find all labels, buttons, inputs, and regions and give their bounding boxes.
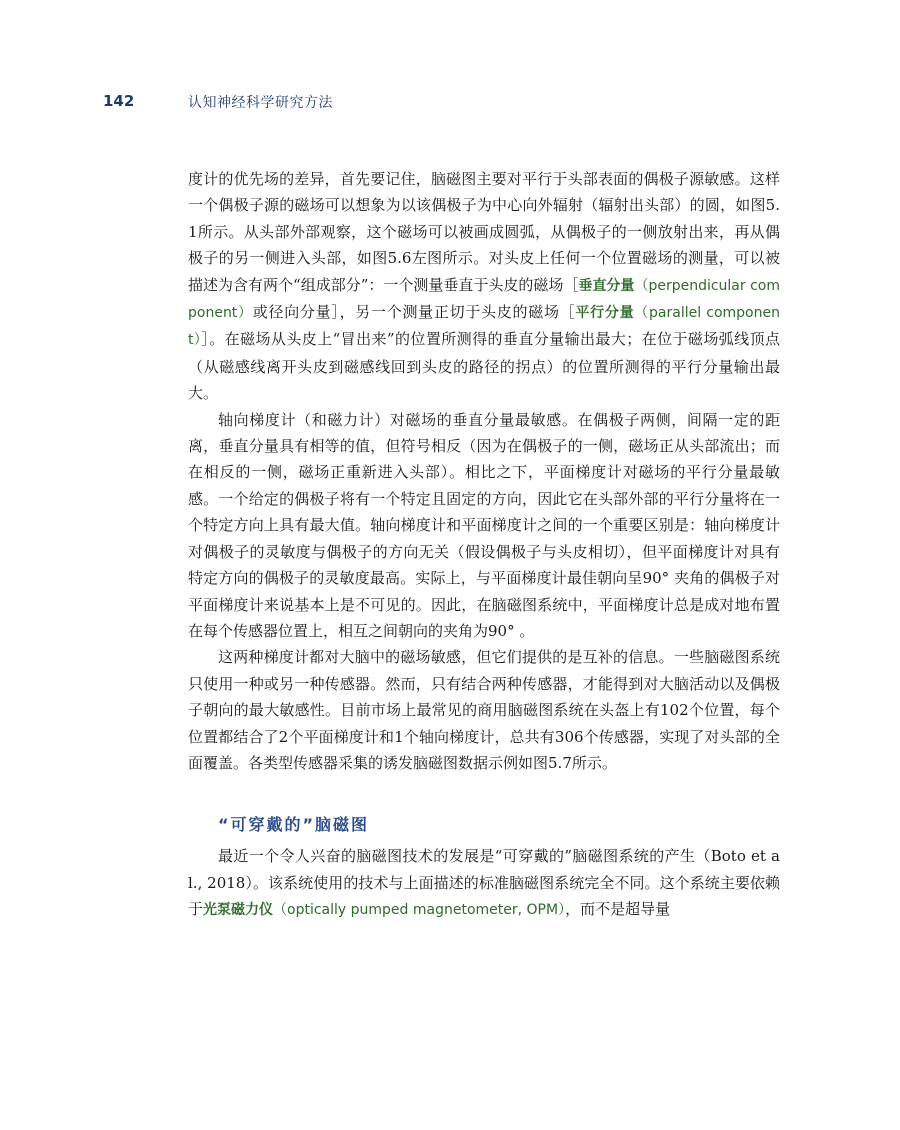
page-number: 142 (103, 92, 135, 110)
term-perpendicular-en: （perpendicular component） (188, 277, 780, 322)
body-text (188, 166, 780, 924)
paragraph-4 (188, 843, 780, 923)
paragraph-1-text-b: 或径向分量］，另一个测量正切于头皮的磁场［ (252, 303, 576, 322)
term-parallel-en: （parallel component） (188, 305, 780, 349)
term-opm (203, 902, 565, 918)
term-opm-cn: 光泵磁力仪 (203, 902, 274, 919)
paragraph-1-text-a: 度计的优先场的差异，首先要记住，脑磁图主要对平行于头部表面的偶极子源敏感。这样一个偶极子源的磁场可以想象为以该偶极子为中心向外辐射（辐射出头部）的圆，如图5.1所示。从头部外部观察，这个磁场可以被画成圆弧，从偶极子的一侧放射出来，再从偶极子的另一侧进入头部，如图5.6左图所示。对头皮上任何一个位置磁场的测量，可以被描述为含有两个“组成部分”：一个测量垂直于头皮的磁场［ (188, 170, 780, 294)
paragraph-3: 这两种梯度计都对大脑中的磁场敏感，但它们提供的是互补的信息。一些脑磁图系统只使用一种或另一种传感器。然而，只有结合两种传感器，才能得到对大脑活动以及偶极子朝向的最大敏感性。目前市场上最常见的商用脑磁图系统在头盔上有102个位置，每个位置都结合了2个平面梯度计和1个轴向梯度计，总共有306个传感器，实现了对头部的全面覆盖。各类型传感器采集的诱发脑磁图数据示例如图5.7所示。 (188, 648, 780, 772)
paragraph-1-text-c: ］。在磁场从头皮上“冒出来”的位置所测得的垂直分量输出最大；在位于磁场弧线顶点（从磁感线离开头皮到磁感线回到头皮的路径的拐点）的位置所测得的平行分量输出最大。 (188, 330, 780, 403)
term-perpendicular-cn: 垂直分量 (578, 277, 635, 294)
term-opm-en: （optically pumped magnetometer, OPM） (273, 902, 566, 919)
running-title: 认知神经科学研究方法 (188, 95, 333, 111)
term-parallel-cn: 平行分量 (575, 305, 635, 322)
section-heading-wearable-meg: “可穿戴的”脑磁图 (218, 815, 370, 835)
paragraph-4-text-a: 最近一个令人兴奋的脑磁图技术的发展是“可穿戴的”脑磁图系统的产生（Boto et al., 2018）。该系统使用的技术与上面描述的标准脑磁图系统完全不同。这个系统主要依赖于 (188, 847, 780, 919)
paragraph-4-text-b: ，而不是超导量 (565, 900, 671, 919)
paragraph-1 (188, 166, 780, 407)
paragraph-2: 轴向梯度计（和磁力计）对磁场的垂直分量最敏感。在偶极子两侧，间隔一定的距离，垂直分量具有相等的值，但符号相反（因为在偶极子的一侧，磁场正从头部流出；而在相反的一侧，磁场正重新进入头部）。相比之下，平面梯度计对磁场的平行分量最敏感。一个给定的偶极子将有一个特定且固定的方向，因此它在头部外部的平行分量将在一个特定方向上具有最大值。轴向梯度计和平面梯度计之间的一个重要区别是：轴向梯度计对偶极子的灵敏度与偶极子的方向无关（假设偶极子与头皮相切），但平面梯度计对具有特定方向的偶极子的灵敏度最高。实际上，与平面梯度计最佳朝向呈90° 夹角的偶极子对平面梯度计来说基本上是不可见的。因此，在脑磁图系统中，平面梯度计总是成对地布置在每个传感器位置上，相互之间朝向的夹角为90° 。 (188, 410, 780, 640)
